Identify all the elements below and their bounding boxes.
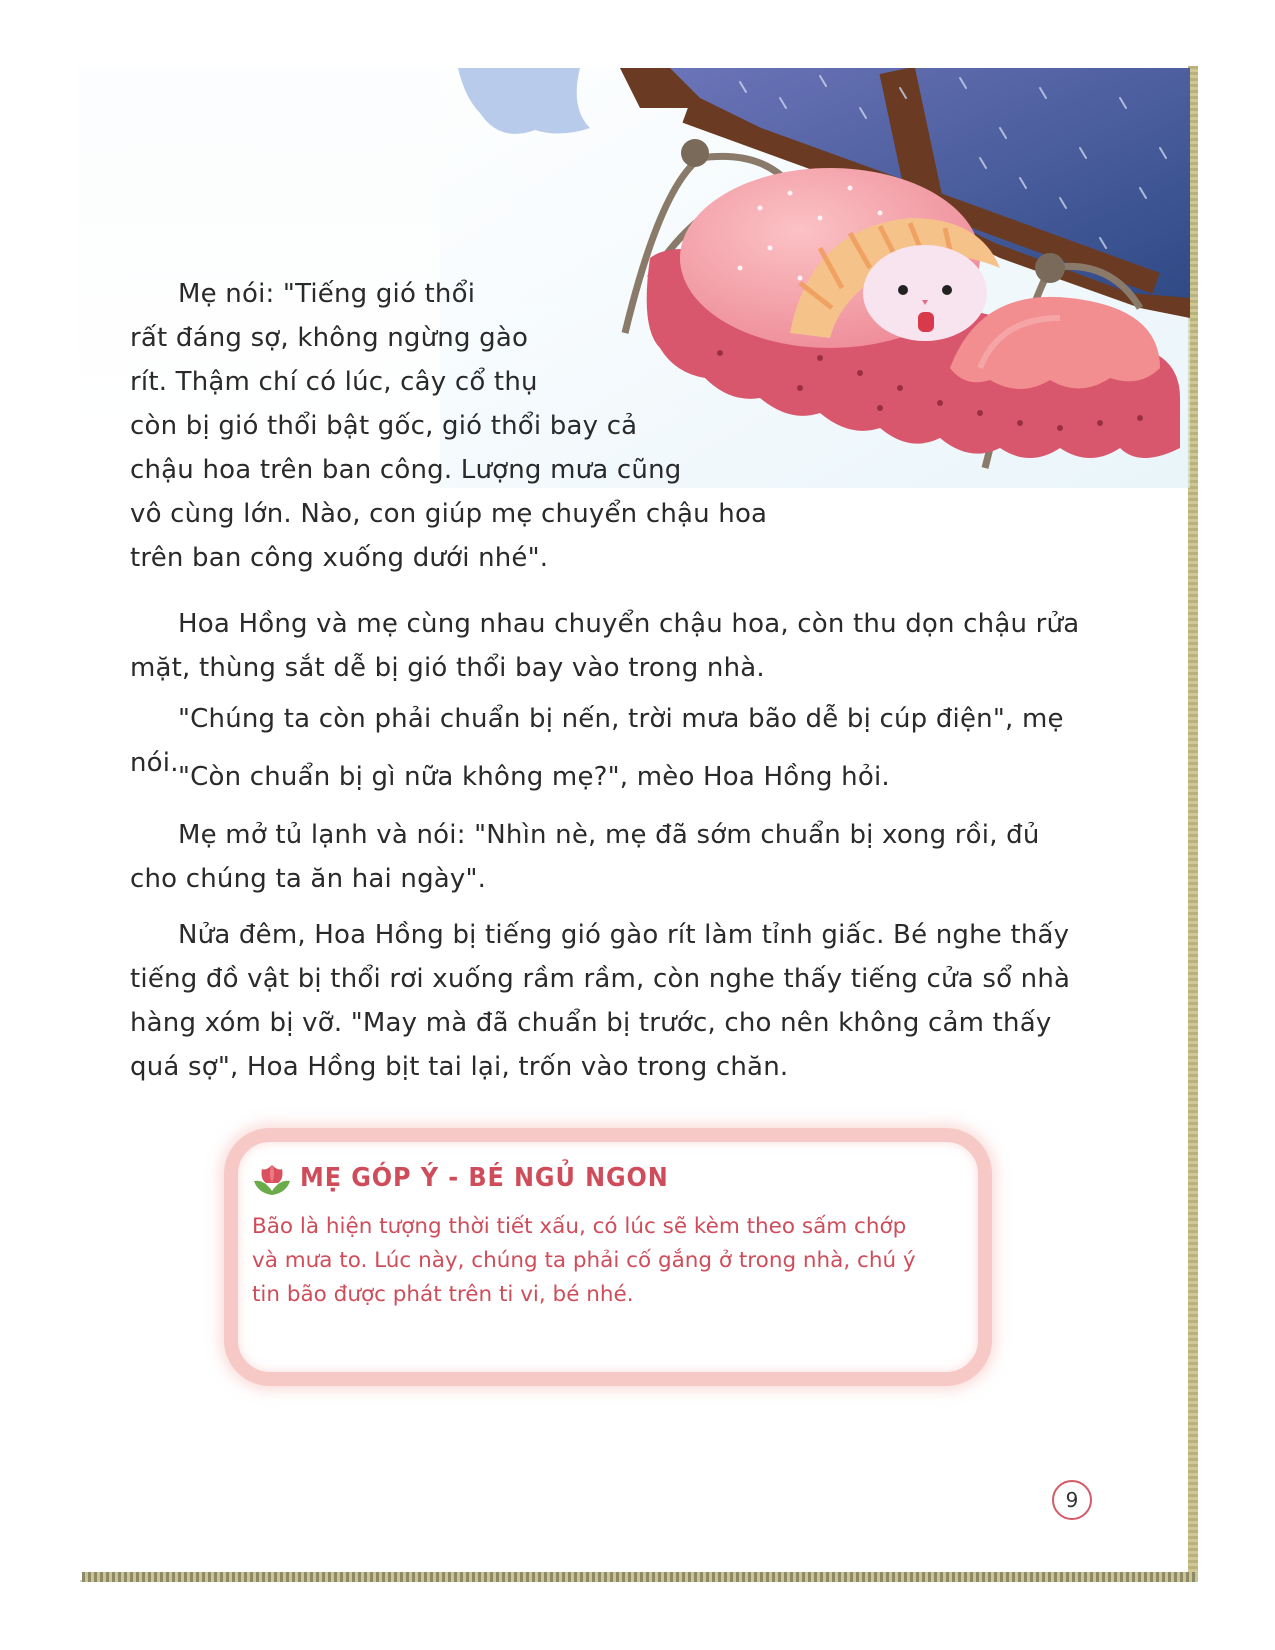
story-line: vô cùng lớn. Nào, con giúp mẹ chuyển chậu hoa (130, 499, 768, 529)
story-line: rít. Thậm chí có lúc, cây cổ thụ (130, 367, 538, 397)
story-paragraph-1 (130, 272, 830, 580)
tip-title: MẸ GÓP Ý - BÉ NGỦ NGON (300, 1163, 669, 1193)
story-line: chậu hoa trên ban công. Lượng mưa cũng (130, 455, 682, 485)
tulip-icon (252, 1161, 292, 1197)
story-line: Mẹ nói: "Tiếng gió thổi (178, 279, 476, 309)
story-text: Mẹ mở tủ lạnh và nói: "Nhìn nè, mẹ đã sớm chuẩn bị xong rồi, đủ cho chúng ta ăn hai ngày". (130, 820, 1040, 894)
cat-face (863, 245, 987, 341)
story-text: "Chúng ta còn phải chuẩn bị nến, trời mưa bão dễ bị cúp điện", mẹ nói. (130, 704, 1064, 778)
story-text: Nửa đêm, Hoa Hồng bị tiếng gió gào rít làm tỉnh giấc. Bé nghe thấy tiếng đồ vật bị thổi rơi xuống rầm rầm, còn nghe thấy tiếng cửa sổ nhà hàng xóm bị vỡ. "May mà đã chuẩn bị trước, cho nên không cảm thấy quá sợ", Hoa Hồng bịt tai lại, trốn vào trong chăn. (130, 920, 1071, 1082)
story-line: còn bị gió thổi bật gốc, gió thổi bay cả (130, 411, 638, 441)
page-edge-bottom (82, 1572, 1198, 1582)
story-paragraph-4 (130, 755, 1090, 799)
story-paragraph-2 (130, 602, 1090, 690)
tip-body: Bão là hiện tượng thời tiết xấu, có lúc sẽ kèm theo sấm chớp và mưa to. Lúc này, chúng ta phải cố gắng ở trong nhà, chú ý tin bão được phát trên ti vi, bé nhé. (252, 1214, 916, 1307)
story-line: trên ban công xuống dưới nhé". (130, 543, 549, 573)
story-text: Hoa Hồng và mẹ cùng nhau chuyển chậu hoa, còn thu dọn chậu rửa mặt, thùng sắt dễ bị gió thổi bay vào trong nhà. (130, 609, 1080, 683)
story-paragraph-5 (130, 813, 1090, 901)
story-text: "Còn chuẩn bị gì nữa không mẹ?", mèo Hoa Hồng hỏi. (178, 762, 890, 792)
story-line: rất đáng sợ, không ngừng gào (130, 323, 529, 353)
story-paragraph-6 (130, 913, 1090, 1089)
page-number: 9 (1052, 1480, 1092, 1520)
